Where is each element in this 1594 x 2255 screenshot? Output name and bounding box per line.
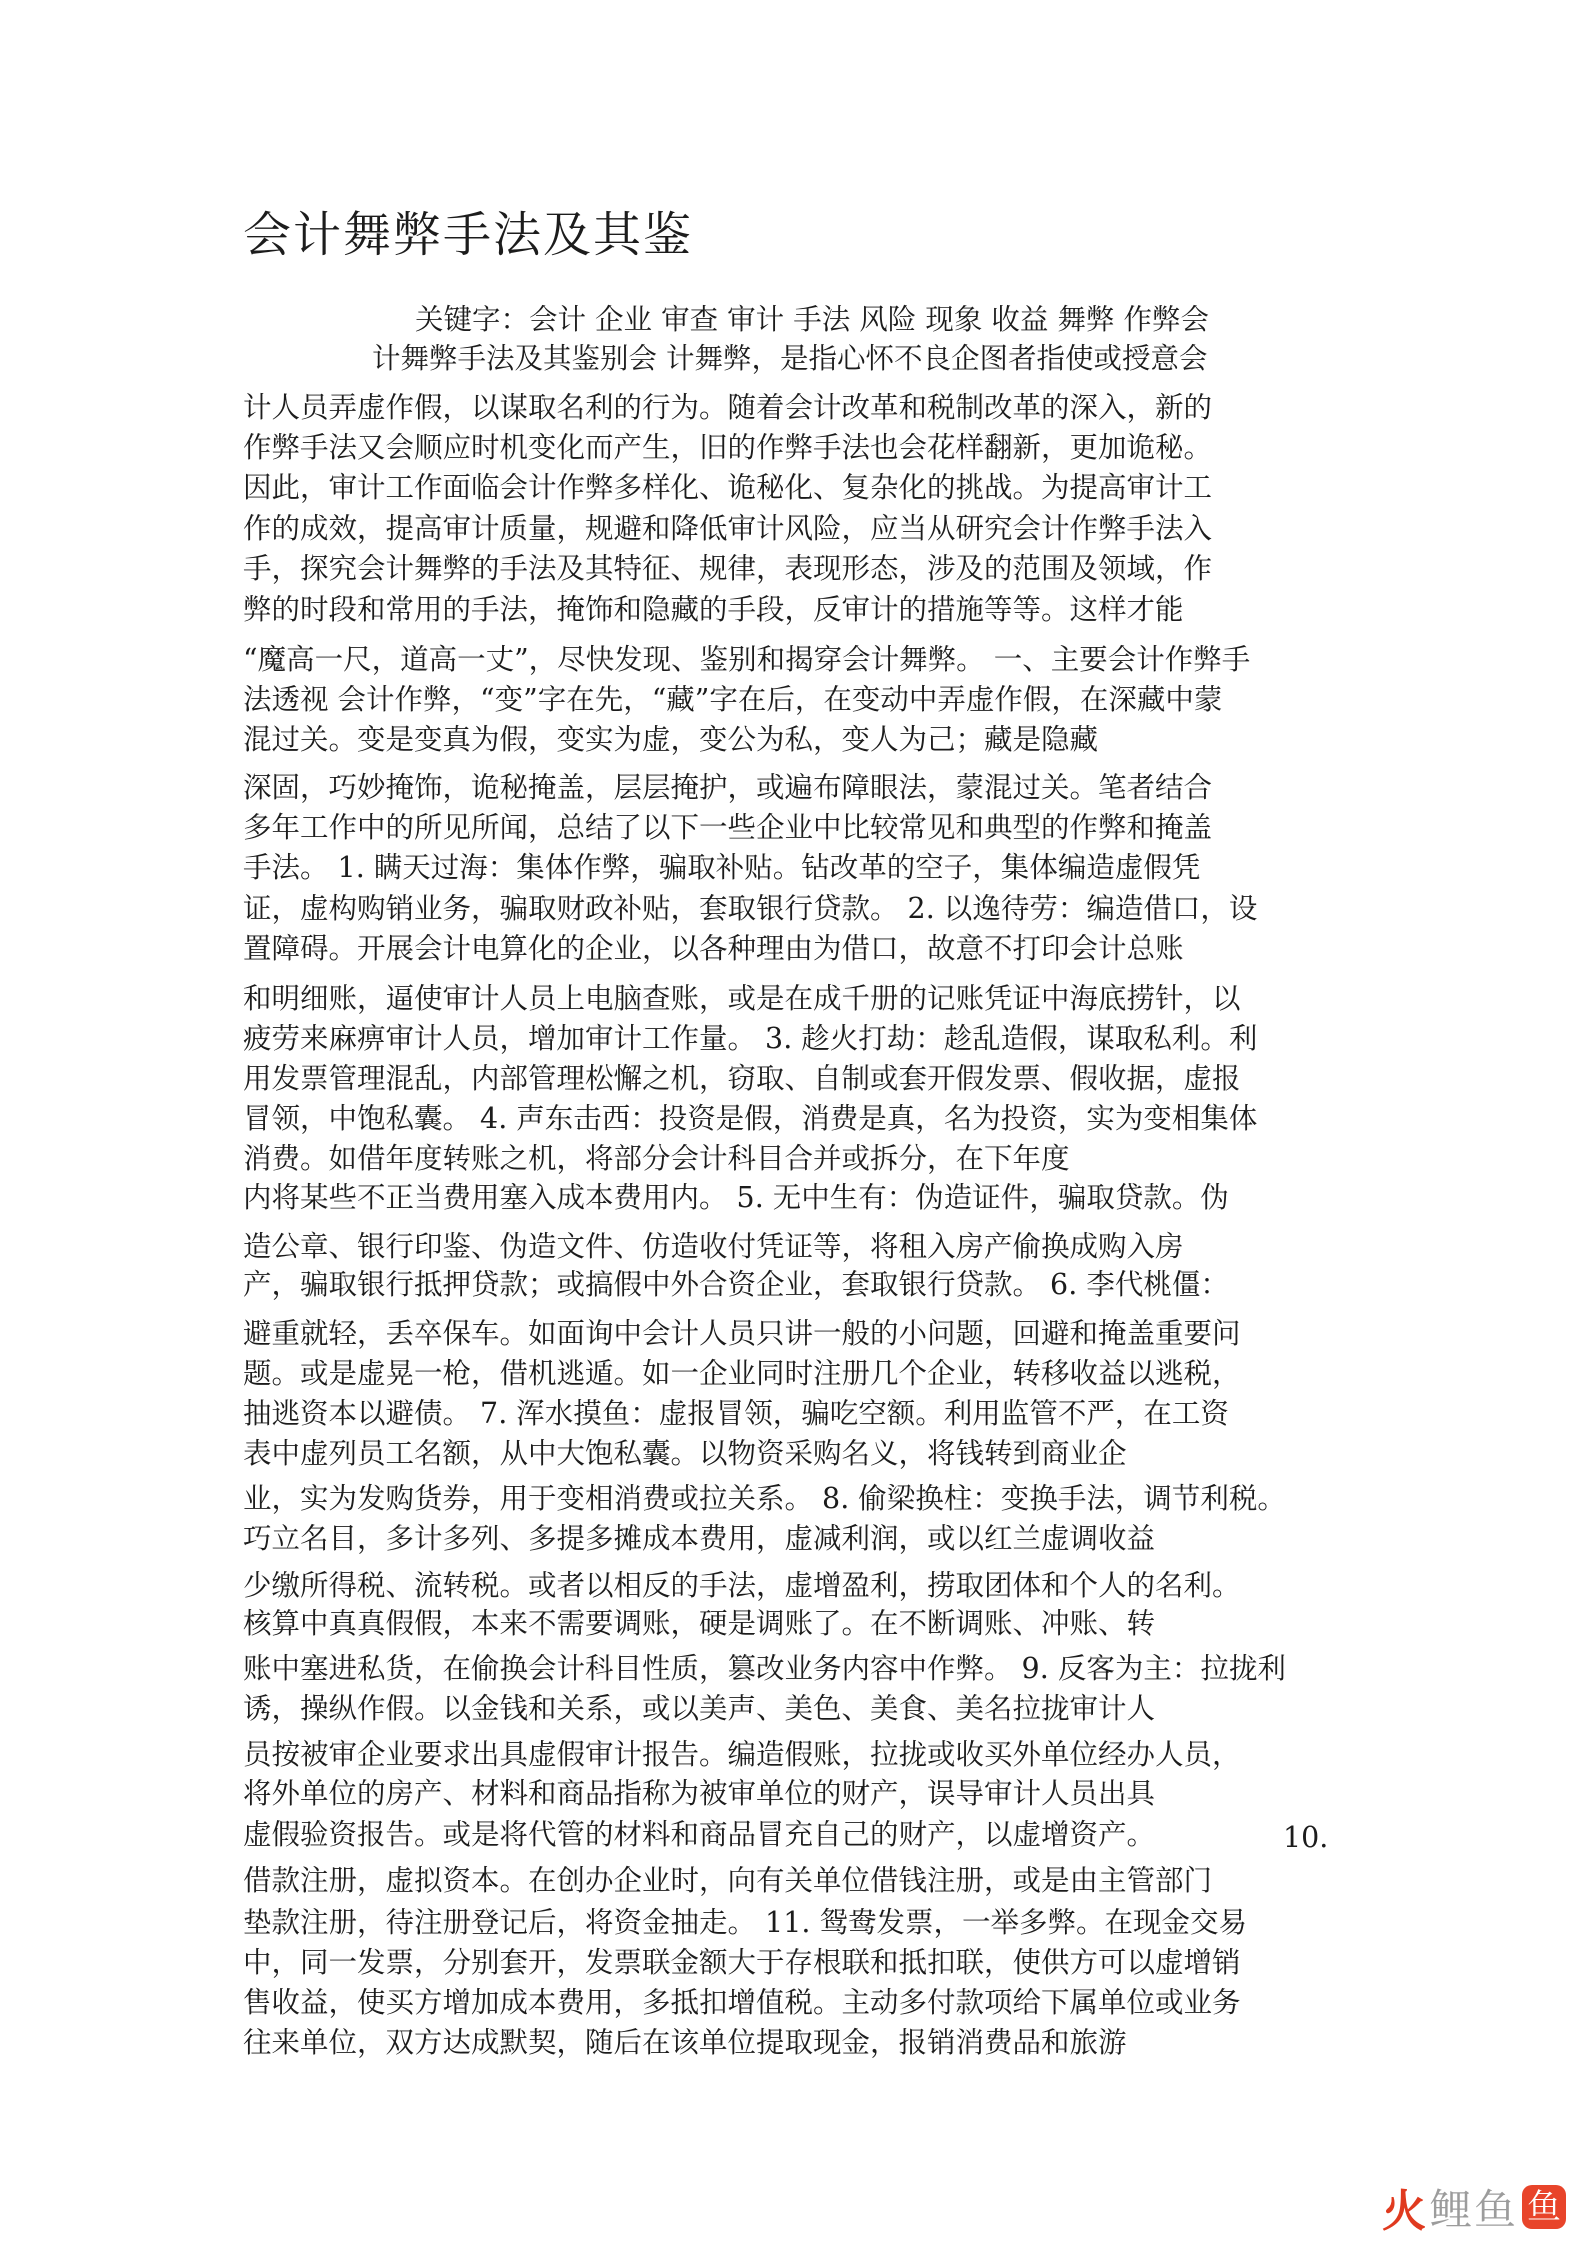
body-line: 置障碍。开展会计电算化的企业，以各种理由为借口，故意不打印会计总账 xyxy=(243,932,1184,965)
body-line: 抽逃资本以避债。 7. 浑水摸鱼：虚报冒领，骗吃空额。利用监管不严，在工资 xyxy=(243,1397,1229,1430)
body-line: 造公章、银行印鉴、伪造文件、仿造收付凭证等，将租入房产偷换成购入房 xyxy=(243,1230,1184,1263)
fish-logo-icon: 鱼 xyxy=(1522,2185,1566,2229)
body-line: 作弊手法又会顺应时机变化而产生，旧的作弊手法也会花样翻新，更加诡秘。 xyxy=(243,431,1213,464)
body-line: 疲劳来麻痹审计人员，增加审计工作量。 3. 趁火打劫：趁乱造假，谋取私利。利 xyxy=(243,1022,1258,1055)
body-line: 深固，巧妙掩饰，诡秘掩盖，层层掩护，或遍布障眼法，蒙混过关。笔者结合 xyxy=(243,771,1213,804)
body-line: 核算中真真假假，本来不需要调账，硬是调账了。在不断调账、冲账、转 xyxy=(243,1607,1156,1640)
body-line: 垫款注册，待注册登记后，将资金抽走。 11. 鸳鸯发票，一举多弊。在现金交易 xyxy=(243,1906,1247,1939)
body-line: 往来单位，双方达成默契，随后在该单位提取现金，报销消费品和旅游 xyxy=(243,2026,1127,2059)
body-line: 和明细账，逼使审计人员上电脑查账，或是在成千册的记账凭证中海底捞针，以 xyxy=(243,982,1241,1015)
body-line: 员按被审企业要求出具虚假审计报告。编造假账，拉拢或收买外单位经办人员， xyxy=(243,1738,1241,1771)
body-line: 账中塞进私货，在偷换会计科目性质，篡改业务内容中作弊。 9. 反客为主：拉拢利 xyxy=(243,1652,1286,1685)
body-line: 关键字：会计 企业 审查 审计 手法 风险 现象 收益 舞弊 作弊会 xyxy=(415,303,1210,336)
body-line: 弊的时段和常用的手法，掩饰和隐藏的手段，反审计的措施等等。这样才能 xyxy=(243,593,1184,626)
body-line: 产，骗取银行抵押贷款；或搞假中外合资企业，套取银行贷款。 6. 李代桃僵： xyxy=(243,1268,1229,1301)
watermark-fire-glyph: 火 xyxy=(1381,2186,1426,2237)
body-line: 少缴所得税、流转税。或者以相反的手法，虚增盈利，捞取团体和个人的名利。 xyxy=(243,1569,1241,1602)
body-line: 计人员弄虚作假，以谋取名利的行为。随着会计改革和税制改革的深入，新的 xyxy=(243,391,1213,424)
body-line: 售收益，使买方增加成本费用，多抵扣增值税。主动多付款项给下属单位或业务 xyxy=(243,1986,1241,2019)
body-line: 计舞弊手法及其鉴别会 计舞弊，是指心怀不良企图者指使或授意会 xyxy=(372,342,1208,375)
document-title: 会计舞弊手法及其鉴 xyxy=(243,207,694,263)
body-line: 10. xyxy=(1283,1821,1329,1854)
body-line: 手，探究会计舞弊的手法及其特征、规律，表现形态，涉及的范围及领域，作 xyxy=(243,552,1213,585)
body-line: 内将某些不正当费用塞入成本费用内。 5. 无中生有：伪造证件，骗取贷款。伪 xyxy=(243,1181,1229,1214)
body-line: “魔高一尺，道高一丈”，尽快发现、鉴别和揭穿会计舞弊。 一、主要会计作弊手 xyxy=(243,643,1251,676)
body-line: 法透视 会计作弊，“变”字在先，“藏”字在后，在变动中弄虚作假，在深藏中蒙 xyxy=(243,683,1223,716)
body-line: 因此，审计工作面临会计作弊多样化、诡秘化、复杂化的挑战。为提高审计工 xyxy=(243,471,1213,504)
body-line: 借款注册，虚拟资本。在创办企业时，向有关单位借钱注册，或是由主管部门 xyxy=(243,1864,1213,1897)
body-line: 题。或是虚晃一枪，借机逃遁。如一企业同时注册几个企业，转移收益以逃税， xyxy=(243,1357,1241,1390)
body-line: 多年工作中的所见所闻，总结了以下一些企业中比较常见和典型的作弊和掩盖 xyxy=(243,811,1213,844)
body-line: 作的成效，提高审计质量，规避和降低审计风险，应当从研究会计作弊手法入 xyxy=(243,512,1213,545)
body-line: 冒领，中饱私囊。 4. 声东击西：投资是假，消费是真，名为投资，实为变相集体 xyxy=(243,1102,1258,1135)
site-watermark xyxy=(1382,2175,1566,2239)
body-line: 消费。如借年度转账之机，将部分会计科目合并或拆分，在下年度 xyxy=(243,1142,1070,1175)
body-line: 混过关。变是变真为假，变实为虚，变公为私，变人为己；藏是隐藏 xyxy=(243,723,1099,756)
body-line: 中，同一发票，分别套开，发票联金额大于存根联和抵扣联，使供方可以虚增销 xyxy=(243,1946,1241,1979)
body-line: 证，虚构购销业务，骗取财政补贴，套取银行贷款。 2. 以逸待劳：编造借口，设 xyxy=(243,892,1258,925)
body-line: 用发票管理混乱，内部管理松懈之机，窃取、自制或套开假发票、假收据，虚报 xyxy=(243,1062,1241,1095)
body-line: 虚假验资报告。或是将代管的材料和商品冒充自己的财产，以虚增资产。 xyxy=(243,1818,1156,1851)
body-line: 诱，操纵作假。以金钱和关系，或以美声、美色、美食、美名拉拢审计人 xyxy=(243,1692,1156,1725)
body-line: 手法。 1. 瞒天过海：集体作弊，骗取补贴。钻改革的空子，集体编造虚假凭 xyxy=(243,851,1201,884)
body-line: 业，实为发购货券，用于变相消费或拉关系。 8. 偷梁换柱：变换手法，调节利税。 xyxy=(243,1482,1286,1515)
body-line: 避重就轻，丢卒保车。如面询中会计人员只讲一般的小问题，回避和掩盖重要问 xyxy=(243,1317,1241,1350)
body-line: 将外单位的房产、材料和商品指称为被审单位的财产，误导审计人员出具 xyxy=(243,1777,1156,1810)
watermark-text: 鲤鱼 xyxy=(1429,2185,1518,2234)
body-line: 表中虚列员工名额，从中大饱私囊。以物资采购名义，将钱转到商业企 xyxy=(243,1437,1127,1470)
body-line: 巧立名目，多计多列、多提多摊成本费用，虚减利润，或以红兰虚调收益 xyxy=(243,1522,1156,1555)
